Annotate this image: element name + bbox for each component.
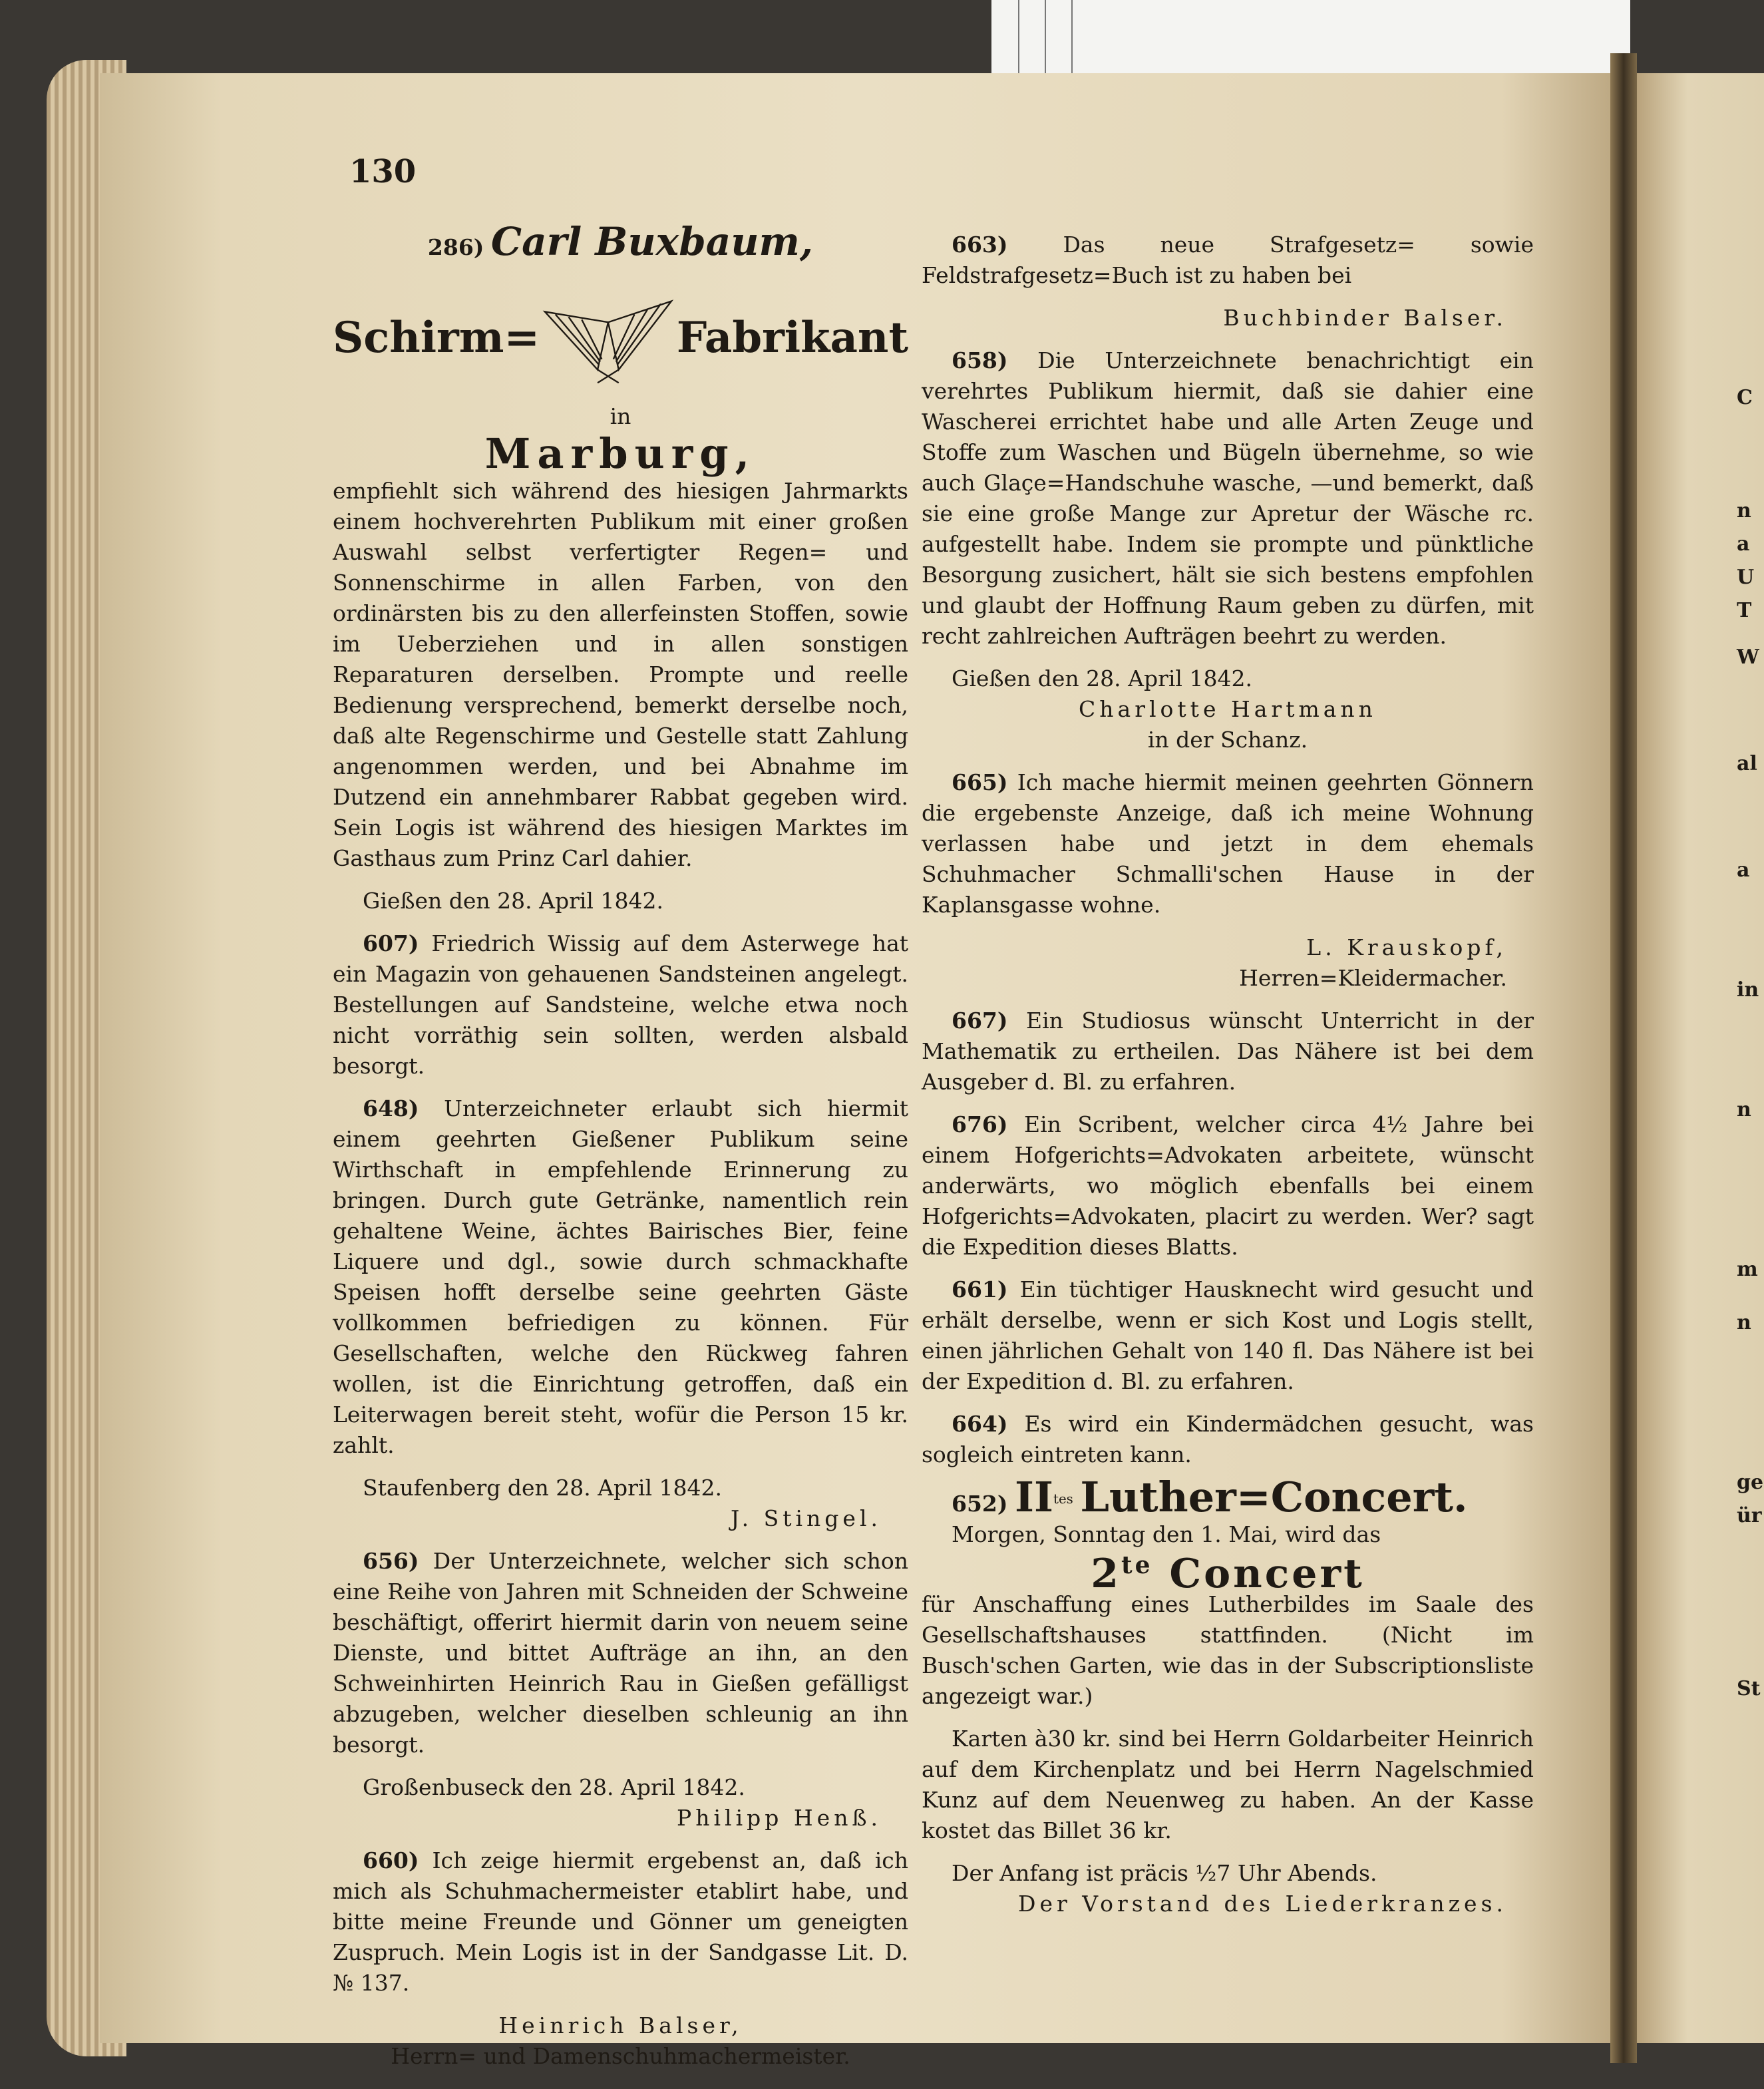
ad-652-start: Der Anfang ist präcis ½7 Uhr Abends.: [952, 1860, 1377, 1886]
word-in: in: [610, 403, 631, 429]
ad-658-place: in der Schanz.: [1147, 727, 1308, 753]
ad-665: [922, 767, 1534, 920]
ad-658-date: Gießen den 28. April 1842.: [952, 665, 1252, 691]
next-page-fragment: W: [1737, 646, 1759, 669]
ad-660: [333, 1845, 908, 1998]
ad-676: [922, 1109, 1534, 1262]
banner-word-left: Schirm=: [333, 313, 540, 363]
ad-663-signature: Buchbinder Balser.: [1223, 305, 1507, 331]
ad-text: Unterzeichneter erlaubt sich hiermit einem geehrten Gießener Publikum seine Wirthschaft in empfehlende Erinnerung zu bringen. Durch gute Getränke, namentlich rein gehaltene Weine, ächtes Bairisches Bier, feine Liquere und dgl., sowie durch schmackhafte Speisen hofft derselbe seine geehrten Gäste vollkommen befriedigen zu können. Für Gesellschaften, welche den Rückweg fahren wollen, ist die Einrichtung getroffen, daß ein Leiterwagen bereit steht, wofür die Person 15 kr. zahlt.: [333, 1095, 908, 1458]
concert-word: Concert: [1169, 1551, 1365, 1597]
ad-656: [333, 1546, 908, 1760]
next-page-fragment: a: [1737, 858, 1750, 882]
ad-text: Das neue Strafgesetz= sowie Feldstrafgesetz=Buch ist zu haben bei: [922, 232, 1534, 288]
concert-number-sup: te: [1121, 1551, 1153, 1579]
next-page-strip: [1637, 73, 1764, 2043]
umbrella-banner: [333, 275, 908, 401]
ad-658: [922, 345, 1534, 652]
ad-text: Ich mache hiermit meinen geehrten Gönnern die ergebenste Anzeige, daß ich meine Wohnung verlassen habe und jetzt in dem ehemals Schuhmacher Schmalli'schen Hause in der Kaplansgasse wohne.: [922, 769, 1534, 918]
ad-656-date: Großenbuseck den 28. April 1842.: [363, 1774, 745, 1800]
right-column: [922, 230, 1534, 1919]
umbrella-icon: [540, 278, 677, 398]
concert-title: Luther=Concert.: [1080, 1473, 1468, 1521]
ad-text: Ich zeige hiermit ergebenst an, daß ich mich als Schuhmachermeister etablirt habe, und bitte meine Freunde und Gönner um geneigten Zuspruch. Mein Logis ist in der Sandgasse Lit. D. № 137.: [333, 1847, 908, 1996]
next-page-fragment: n: [1737, 1311, 1751, 1334]
ad-number: 667): [952, 1008, 1008, 1034]
ad-number: 648): [363, 1095, 419, 1121]
ad-652-text: für Anschaffung eines Lutherbildes im Saale des Gesellschaftshauses stattfinden. (Nicht im Busch'schen Garten, wie das in der Subscriptionsliste angezeigt war.): [922, 1591, 1534, 1709]
ad-648: [333, 1093, 908, 1461]
ad-number: 665): [952, 769, 1008, 795]
ad-607: [333, 928, 908, 1081]
left-column: [333, 219, 909, 2072]
next-page-fragment: St: [1737, 1677, 1761, 1700]
ad-text: Es wird ein Kindermädchen gesucht, was sogleich eintreten kann.: [922, 1411, 1534, 1467]
ad-665-signature: L. Krauskopf,: [1306, 934, 1507, 960]
next-page-fragment: ür: [1737, 1504, 1762, 1527]
ad-286-header: [333, 219, 908, 264]
ad-number: 663): [952, 232, 1008, 258]
ad-660-signature: Heinrich Balser,: [498, 2012, 743, 2038]
next-page-fragment: T: [1737, 599, 1752, 622]
ad-648-signature: J. Stingel.: [730, 1505, 882, 1531]
ad-number: 656): [363, 1548, 419, 1574]
next-page-fragment: m: [1737, 1258, 1758, 1281]
ad-number: 661): [952, 1276, 1008, 1302]
next-page-fragment: C: [1737, 386, 1753, 409]
ad-number: 652): [952, 1491, 1008, 1517]
concert-roman: II: [1015, 1473, 1054, 1521]
ad-663: [922, 230, 1534, 291]
ad-number: 664): [952, 1411, 1008, 1437]
ad-text: Ein Scribent, welcher circa 4½ Jahre bei einem Hofgerichts=Advokaten arbeitete, wünscht anderwärts, wo möglich ebenfalls bei einem Hofgerichts=Advokaten, placirt zu werden. Wer? sagt die Expedition dieses Blatts.: [922, 1111, 1534, 1260]
ad-number: 286): [427, 234, 484, 260]
ad-text: Ein Studiosus wünscht Unterricht in der Mathematik zu ertheilen. Das Nähere ist bei dem Ausgeber d. Bl. zu erfahren.: [922, 1008, 1534, 1095]
ad-652-signature: Der Vorstand des Liederkranzes.: [1018, 1891, 1507, 1917]
next-page-fragment: ge: [1737, 1471, 1764, 1494]
next-page-fragment: U: [1737, 566, 1755, 589]
concert-number: 2: [1091, 1551, 1121, 1597]
ad-286-date: Gießen den 28. April 1842.: [363, 888, 663, 914]
city-marburg: Marburg,: [484, 429, 757, 478]
ad-text: Ein tüchtiger Hausknecht wird gesucht und erhält derselbe, wenn er sich Kost und Logis stellt, einen jährlichen Gehalt von 140 fl. Das Nähere ist bei der Expedition d. Bl. zu erfahren.: [922, 1276, 1534, 1394]
ad-667: [922, 1006, 1534, 1097]
advertiser-name: Carl Buxbaum,: [490, 219, 814, 264]
banner-word-right: Fabrikant: [676, 313, 908, 363]
next-page-fragment: n: [1737, 499, 1751, 522]
ad-652-text2: Karten à30 kr. sind bei Herrn Goldarbeiter Heinrich auf dem Kirchenplatz und bei Herrn Nagelschmied Kunz auf dem Neuenweg zu haben. An der Kasse kostet das Billet 36 kr.: [922, 1726, 1534, 1843]
ad-number: 660): [363, 1847, 419, 1873]
ad-656-signature: Philipp Henß.: [677, 1805, 882, 1831]
ad-number: 676): [952, 1111, 1008, 1137]
ad-665-title: Herren=Kleidermacher.: [1239, 965, 1507, 991]
next-page-fragment: a: [1737, 532, 1750, 556]
ad-664: [922, 1409, 1534, 1470]
ad-number: 607): [363, 930, 419, 956]
next-page-fragment: n: [1737, 1098, 1751, 1121]
ad-648-date: Staufenberg den 28. April 1842.: [363, 1475, 723, 1501]
next-page-fragment: in: [1737, 978, 1759, 1002]
ad-text: Der Unterzeichnete, welcher sich schon eine Reihe von Jahren mit Schneiden der Schweine beschäftigt, offerirt hiermit darin von neuem seine Dienste, und bittet Aufträge an ihn, an den Schweinhirten Heinrich Rau in Gießen gefälligst abzugeben, welcher dieselben schleunig an ihn besorgt.: [333, 1548, 908, 1758]
ad-660-title: Herrn= und Damenschuhmachermeister.: [391, 2043, 850, 2069]
concert-roman-sup: tes: [1053, 1491, 1073, 1507]
next-page-fragment: al: [1737, 752, 1757, 775]
ad-652-line1: Morgen, Sonntag den 1. Mai, wird das: [952, 1521, 1381, 1547]
ad-text: Die Unterzeichnete benachrichtigt ein verehrtes Publikum hiermit, daß sie dahier eine Wascherei errichtet habe und alle Arten Zeuge und Stoffe zum Waschen und Bügeln übernehme, so wie auch Glaçe=Handschuhe wasche, —und bemerkt, daß sie eine große Mange zur Apretur der Wäsche rc. aufgestellt habe. Indem sie prompte und pünktliche Besorgung zusichert, hält sie sich bestens empfohlen und glaubt der Hoffnung Raum geben zu dürfen, mit recht zahlreichen Aufträgen beehrt zu werden.: [922, 347, 1534, 649]
concert-number-heading: [922, 1550, 1534, 1597]
ad-text: Friedrich Wissig auf dem Asterwege hat ein Magazin von gehauenen Sandsteinen angelegt. Bestellungen auf Sandsteine, welche etwa noch nicht vorräthig sein sollten, werden alsbald besorgt.: [333, 930, 909, 1079]
ad-number: 658): [952, 347, 1008, 373]
ad-661: [922, 1274, 1534, 1397]
book-gutter: [1610, 53, 1637, 2063]
ad-286-body: empfiehlt sich während des hiesigen Jahrmarkts einem hochverehrten Publikum mit einer großen Auswahl selbst verfertigter Regen= und Sonnenschirme in allen Farben, von den ordinärsten bis zu den allerfeinsten Stoffen, sowie im Ueberziehen und in allen sonstigen Reparaturen derselben. Prompte und reelle Bedienung versprechend, bemerkt derselbe noch, daß alte Regenschirme und Gestelle statt Zahlung angenommen werden, und bei Abnahme im Dutzend ein annehmbarer Rabbat gegeben wird. Sein Logis ist während des hiesigen Marktes im Gasthaus zum Prinz Carl dahier.: [333, 478, 908, 871]
ad-658-signature: Charlotte Hartmann: [1079, 696, 1377, 722]
ad-652-header: [922, 1473, 1534, 1521]
page-number: 130: [349, 153, 417, 190]
